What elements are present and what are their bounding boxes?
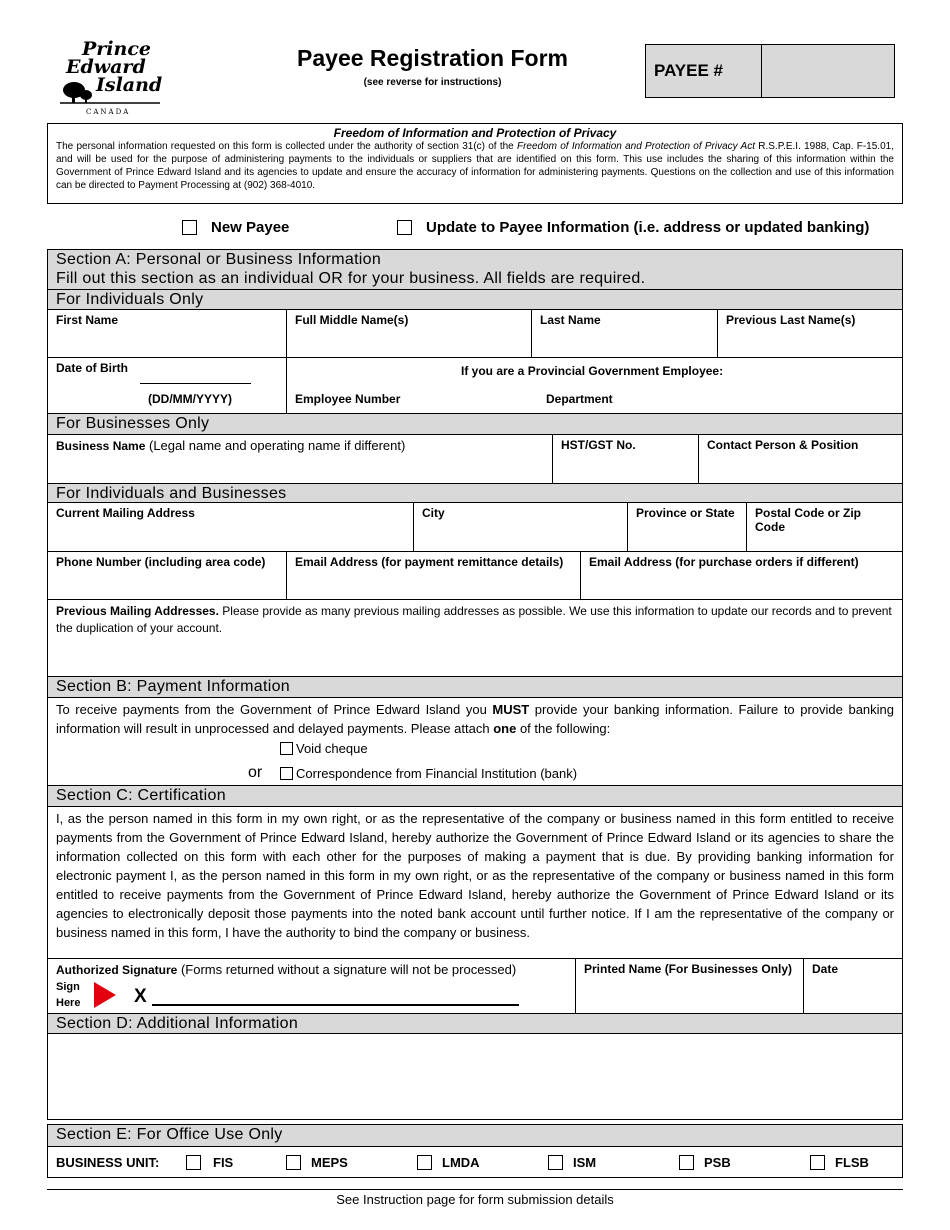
- business-name-field[interactable]: Business Name (Legal name and operating name if different): [48, 435, 553, 483]
- void-cheque-checkbox[interactable]: [280, 742, 293, 755]
- privacy-notice: [47, 123, 903, 204]
- address-row: [48, 503, 902, 552]
- unit-flsb-checkbox[interactable]: [810, 1155, 825, 1170]
- bank-correspondence-checkbox[interactable]: [280, 767, 293, 780]
- contact-person-field[interactable]: Contact Person & Position: [707, 438, 859, 452]
- dob-field[interactable]: Date of Birth (DD/MM/YYYY): [48, 358, 287, 413]
- previous-last-name-field[interactable]: Previous Last Name(s): [726, 313, 856, 327]
- certification-block: [48, 807, 902, 959]
- payee-number-box: [645, 44, 895, 98]
- email-remittance-field[interactable]: Email Address (for payment remittance details): [287, 552, 581, 599]
- update-payee-option[interactable]: Update to Payee Information (i.e. address or updated banking): [397, 219, 869, 236]
- sign-here-label: Sign Here: [56, 981, 81, 1009]
- unit-meps[interactable]: MEPS: [286, 1155, 417, 1170]
- department-label[interactable]: Department: [546, 392, 613, 406]
- middle-name-field[interactable]: Full Middle Name(s): [287, 310, 532, 357]
- additional-info-field[interactable]: [48, 1034, 902, 1117]
- pei-logo: Prince Edward Island CANADA: [56, 40, 166, 118]
- unit-lmda[interactable]: LMDA: [417, 1155, 548, 1170]
- logo-country: CANADA: [86, 108, 131, 116]
- businesses-header: For Businesses Only: [48, 414, 902, 435]
- section-d-header: Section D: Additional Information: [48, 1014, 902, 1034]
- privacy-notice-title: Freedom of Information and Protection of Privacy: [333, 126, 617, 140]
- province-field[interactable]: Province or State: [628, 503, 747, 551]
- unit-psb[interactable]: PSB: [679, 1155, 810, 1170]
- signature-line: [152, 1004, 519, 1006]
- city-field[interactable]: City: [414, 503, 628, 551]
- unit-ism-checkbox[interactable]: [548, 1155, 563, 1170]
- unit-flsb[interactable]: FLSB: [810, 1155, 869, 1170]
- gov-employee-field: If you are a Provincial Government Employee: Employee Number Department: [295, 364, 724, 406]
- unit-psb-checkbox[interactable]: [679, 1155, 694, 1170]
- bank-correspondence-option[interactable]: Correspondence from Financial Institution (bank): [280, 766, 577, 781]
- form-frame: [47, 249, 903, 1120]
- payment-info-block: [48, 698, 902, 786]
- footer-note: See Instruction page for form submission details: [336, 1192, 614, 1207]
- section-b-header: Section B: Payment Information: [48, 677, 902, 698]
- individual-dob-row: [48, 358, 902, 414]
- payee-number-label: PAYEE #: [646, 45, 762, 97]
- signature-row: [48, 959, 902, 1014]
- previous-addresses-row: [48, 600, 902, 677]
- unit-fis-checkbox[interactable]: [186, 1155, 201, 1170]
- email-purchase-orders-field[interactable]: Email Address (for purchase orders if different): [589, 555, 859, 569]
- unit-ism[interactable]: ISM: [548, 1155, 679, 1170]
- phone-field[interactable]: Phone Number (including area code): [48, 552, 287, 599]
- section-e-header: Section E: For Office Use Only: [48, 1125, 902, 1147]
- payment-info-text: To receive payments from the Government of Prince Edward Island you MUST provide your banking information. Failure to provide banking information will result in unprocessed and delayed payments. Please attach one of the following:: [56, 702, 894, 736]
- sign-here-arrow-icon: [93, 982, 117, 1008]
- business-unit-row: [48, 1147, 902, 1177]
- footer-divider: [47, 1189, 903, 1190]
- certification-text: I, as the person named in this form in my own right, or as the representative of the company or business named in this form entitled to receive payments from the Government of Prince Edward Island, hereby authorize the Government of Prince Edward Island or its agencies to share the information collected on this form with each other for the purposes of making a payment that is due. By providing banking information for electronic payment I, as the person named in this form in my own right, or as the representative of the company or business named in this form entitled to receive payments from the Government of Prince Edward Island, hereby authorize the Government of Prince Edward Island or its agencies to electronically deposit those payments into the noted bank account until further notice. If I am the representative of the company or business named in this form, I have the authority to bind the company or business.: [56, 811, 894, 940]
- office-use-frame: [47, 1124, 903, 1178]
- page-title: Payee Registration Form: [297, 45, 568, 71]
- signature-x-mark: X: [134, 986, 147, 1007]
- new-payee-checkbox[interactable]: [182, 220, 197, 235]
- dob-underline: [140, 383, 251, 384]
- page-subtitle: (see reverse for instructions): [363, 77, 502, 88]
- update-payee-checkbox[interactable]: [397, 220, 412, 235]
- or-label: or: [248, 764, 263, 781]
- printed-name-field[interactable]: Printed Name (For Businesses Only): [576, 959, 804, 1013]
- previous-addresses-field[interactable]: Previous Mailing Addresses. Please provide as many previous mailing addresses as possible. We use this information to update our records and to prevent the duplication of your account.: [56, 604, 892, 635]
- unit-fis[interactable]: FIS: [186, 1155, 286, 1170]
- unit-lmda-checkbox[interactable]: [417, 1155, 432, 1170]
- last-name-field[interactable]: Last Name: [532, 310, 718, 357]
- employee-number-label[interactable]: Employee Number: [295, 392, 401, 406]
- business-row: [48, 435, 902, 484]
- postal-code-field[interactable]: Postal Code or Zip Code: [755, 506, 862, 534]
- hst-field[interactable]: HST/GST No.: [553, 435, 699, 483]
- date-field[interactable]: Date: [812, 962, 839, 976]
- contact-row: [48, 552, 902, 600]
- section-a-header: Section A: Personal or Business Information Fill out this section as an individual OR for your business. All fields are required.: [48, 250, 902, 290]
- individuals-header: For Individuals Only: [48, 290, 902, 310]
- unit-meps-checkbox[interactable]: [286, 1155, 301, 1170]
- void-cheque-option[interactable]: Void cheque: [280, 741, 368, 756]
- new-payee-option[interactable]: New Payee: [182, 219, 289, 236]
- privacy-notice-text: The personal information requested on this form is collected under the authority of section 31(c) of the Freedom of Information and Protection of Privacy Act R.S.P.E.I. 1988, Cap. F-15.01, and will be used for the purpose of administering payments to the individuals or suppliers that are identified on this form. This use includes the sharing of this information within the Government of Prince Edward Island and its agencies to update and ensure the accuracy of information for administering payments. Questions on the collection and use of this information can be directed to Payment Processing at (902) 368-4010.: [56, 141, 894, 191]
- individuals-businesses-header: For Individuals and Businesses: [48, 484, 902, 503]
- section-c-header: Section C: Certification: [48, 786, 902, 807]
- first-name-field[interactable]: First Name: [48, 310, 287, 357]
- individual-name-row: [48, 310, 902, 358]
- business-unit-label: BUSINESS UNIT:: [56, 1154, 160, 1170]
- payee-number-field[interactable]: [762, 45, 894, 97]
- signature-field[interactable]: Authorized Signature (Forms returned without a signature will not be processed) Sign Here X: [48, 959, 576, 1013]
- mailing-address-field[interactable]: Current Mailing Address: [48, 503, 414, 551]
